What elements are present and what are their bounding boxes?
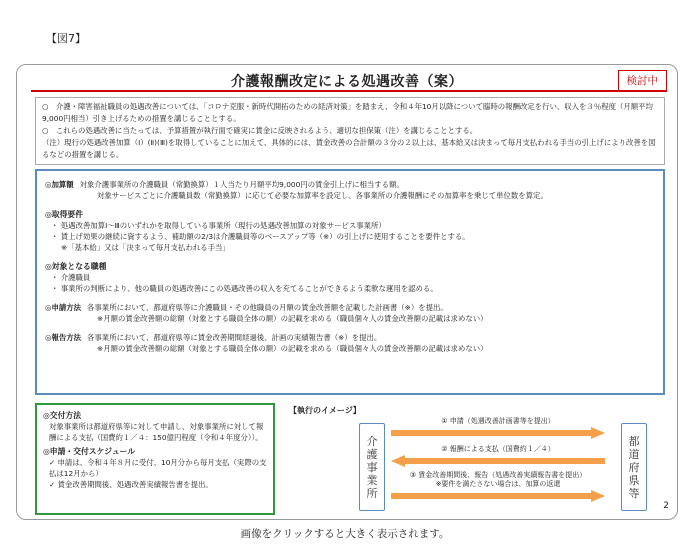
section-target (45, 261, 655, 294)
section-application-head: ◎申請方法 (45, 303, 82, 312)
intro-note: （注）現行の処遇改善加算（Ⅰ）(Ⅱ)(Ⅲ)を取得していることに加えて、具体的には、賃金改善の合計額の３分の２以上は、基本給又は決まって毎月支払われる手当の引上げにより改善を図るなどの措置を講じる。 (42, 138, 656, 159)
slide-image[interactable] (16, 64, 678, 520)
arrow-1-label: ① 申請（処遇改善計画書等を提出） (441, 417, 555, 425)
figure-label: 【図7】 (46, 32, 86, 45)
section-addition-line1: 対象介護事業所の介護職員（常勤換算）１人当たり月額平均9,000円の賃金引上げに相当する額。 (79, 180, 404, 189)
delivery-text: 対象事業所は都道府県等に対して申請し、対象事業所に対して報酬による支払（国費約１／４：150億円程度（令和４年度分））。 (49, 422, 264, 442)
slide-title: 介護報酬改定による処遇改善（案） (231, 74, 463, 90)
status-badge: 検討中 (618, 70, 668, 91)
req-bullet-2: ・ 賃上げ効果の継続に資するよう、補助額の2/3は介護職員等のベースアップ等（※）の引上げに使用することを要件とする。 (51, 232, 470, 241)
arrow-left-icon (391, 455, 605, 467)
target-bullet-1: ・ 介護職員 (51, 273, 91, 282)
care-provider-char: 所 (366, 486, 378, 500)
intro-box (35, 97, 665, 165)
arrow-3-note: ※要件を満たさない場合は、加算の返還 (435, 480, 561, 488)
arrow-3-label: ③ 賃金改善期間後、報告（処遇改善実績報告書を提出） (409, 471, 587, 479)
care-provider-char: 業 (366, 473, 378, 487)
prefecture-char: 等 (628, 486, 640, 500)
prefecture-box (621, 423, 647, 511)
care-provider-char: 護 (366, 447, 378, 461)
intro-p1: ○ 介護・障害福祉職員の処遇改善については、「コロナ克服・新時代開拓のための経済対策」を踏まえ、令和４年10月以降について臨時の報酬改定を行い、収入を３％程度（月額平均9,000円相当）引き上げるための措置を講じることとする。 (42, 102, 653, 123)
section-addition (45, 179, 655, 201)
prefecture-char: 道 (628, 447, 640, 461)
req-bullet-1: ・ 処遇改善加算Ⅰ～Ⅲのいずれかを取得している事業所（現行の処遇改善加算の対象サービス事業所） (51, 221, 386, 230)
section-addition-head: ◎加算額 (45, 180, 74, 189)
arrow-2-label: ② 報酬による支払（国費約１／４） (441, 445, 555, 453)
delivery-head: ◎交付方法 (43, 411, 81, 420)
section-report-head: ◎報告方法 (45, 333, 82, 342)
section-addition-line2: 対象サービスごとに介護職員数（常勤換算）に応じて必要な加算率を設定し、各事業所の介護報酬にその加算率を乗じて単位数を算定。 (97, 191, 548, 200)
req-note: ※「基本給」又は「決まって毎月支払われる手当」 (61, 243, 230, 252)
section-report-line2: ※月額の賃金改善額の総額（対象とする職員全体の額）の記載を求める（職員個々人の賃金改善額の記載は求めない） (97, 344, 488, 353)
target-bullet-2: ・ 事業所の判断により、他の職員の処遇改善にこの処遇改善の収入を充てることができるよう柔軟な運用を認める。 (51, 284, 438, 293)
section-report (45, 332, 655, 354)
main-details-box (35, 169, 665, 395)
execution-image-title: 【執行のイメージ】 (289, 406, 361, 415)
section-application-line2: ※月額の賃金改善額の総額（対象とする職員全体の額）の記載を求める（職員個々人の賃金改善額の記載は求めない） (97, 314, 488, 323)
schedule-head: ◎申請・交付スケジュール (43, 447, 136, 456)
prefecture-char: 都 (628, 434, 640, 448)
arrow-right-icon (391, 490, 605, 502)
page-number: 2 (663, 501, 669, 511)
prefecture-char: 府 (628, 460, 640, 474)
care-provider-char: 事 (366, 460, 378, 474)
schedule-item-1: ✓ 申請は、令和４年８月に受付、10月分から毎月支払（実際の支払は12月から） (49, 458, 267, 478)
section-target-head: ◎対象となる職種 (45, 262, 107, 271)
schedule-item-2: ✓ 賃金改善期間後、処遇改善実績報告書を提出。 (49, 480, 213, 489)
prefecture-char: 県 (628, 473, 640, 487)
delivery-box (35, 403, 275, 515)
title-underline (31, 90, 667, 92)
section-report-line1: 各事業所において、都道府県等に賃金改善期間経過後、計画の実績報告書（※）を提出。 (87, 333, 382, 342)
care-provider-box (359, 423, 385, 511)
section-application-line1: 各事業所において、都道府県等に介護職員・その他職員の月額の賃金改善額を記載した計画書（※）を提出。 (87, 303, 448, 312)
arrow-right-icon (391, 427, 605, 439)
section-requirements-head: ◎取得要件 (45, 210, 83, 219)
image-caption: 画像をクリックすると大きく表示されます。 (240, 528, 450, 540)
care-provider-char: 介 (366, 434, 378, 448)
section-application (45, 302, 655, 324)
execution-image (287, 403, 675, 515)
intro-p2: ○ これらの処遇改善に当たっては、予算措置が執行面で確実に賃金に反映されるよう、適切な担保策（注）を講じることとする。 (42, 126, 478, 135)
section-requirements (45, 209, 655, 253)
